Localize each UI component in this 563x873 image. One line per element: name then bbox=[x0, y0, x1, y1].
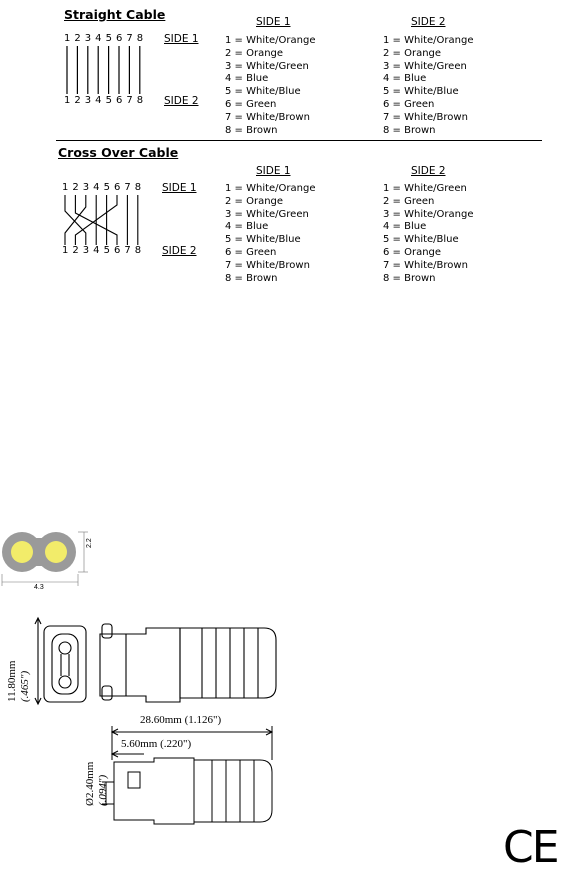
wire-entry: 3 = White/Green bbox=[383, 60, 467, 72]
pin-number: 7 bbox=[126, 33, 133, 44]
wire-entry: 4 = Blue bbox=[225, 221, 269, 233]
profile-body bbox=[114, 758, 194, 824]
wire-entry: 7 = White/Brown bbox=[225, 259, 310, 271]
straight-pins-top bbox=[64, 33, 147, 44]
wire-entry: 2 = Green bbox=[383, 195, 435, 207]
pin-number: 1 bbox=[62, 245, 69, 256]
pin-number: 3 bbox=[84, 33, 92, 44]
pin-number: 8 bbox=[136, 95, 144, 106]
pin-number: 3 bbox=[82, 245, 90, 256]
cable-width-label: 4.3 bbox=[34, 584, 44, 591]
wire-entry: 8 = Brown bbox=[225, 272, 278, 284]
connector-profile-view bbox=[100, 720, 280, 830]
wire-entry: 3 = White/Green bbox=[225, 208, 309, 220]
crossover-pins-top bbox=[62, 182, 145, 193]
pin-number: 4 bbox=[93, 182, 100, 193]
pin-number: 4 bbox=[95, 95, 102, 106]
wire-entry: 1 = White/Orange bbox=[383, 35, 474, 46]
pin-number: 4 bbox=[93, 245, 100, 256]
connector-diameter-mm: Ø2.40mm bbox=[84, 761, 96, 806]
wire-entry: 2 = Orange bbox=[225, 195, 284, 207]
wire-entry: 1 = White/Orange bbox=[225, 183, 316, 194]
wire-entry: 6 = Green bbox=[383, 98, 435, 110]
connector-height-mm: 11.80mm bbox=[6, 660, 18, 702]
wire-entry: 6 = Green bbox=[225, 98, 277, 110]
straight-cable-title: Straight Cable bbox=[64, 7, 166, 22]
crossover-wiring-diagram bbox=[58, 193, 158, 247]
wire-entry: 5 = White/Blue bbox=[383, 86, 459, 98]
wire-entry: 3 = White/Orange bbox=[383, 208, 474, 220]
connector-length-label: 28.60mm (1.126") bbox=[140, 714, 222, 726]
profile-window bbox=[128, 772, 140, 788]
wire-entry: 7 = White/Brown bbox=[383, 259, 468, 271]
pin-number: 1 bbox=[64, 33, 71, 44]
ce-mark: CE bbox=[503, 822, 558, 873]
pin-number: 2 bbox=[72, 245, 79, 256]
straight-side2-header: SIDE 2 bbox=[411, 16, 446, 28]
pin-number: 5 bbox=[105, 33, 112, 44]
pin-number: 2 bbox=[74, 33, 81, 44]
wire-entry: 1 = White/Orange bbox=[225, 35, 316, 46]
pin-number: 7 bbox=[126, 95, 133, 106]
crossover-side1-wire-list bbox=[225, 183, 316, 285]
pin-number: 4 bbox=[95, 33, 102, 44]
wire-entry: 1 = White/Green bbox=[383, 183, 467, 194]
crossover-side1-label: SIDE 1 bbox=[162, 182, 197, 194]
wire-entry: 3 = White/Green bbox=[225, 60, 309, 72]
pin-number: 6 bbox=[115, 95, 123, 106]
latch-top bbox=[102, 624, 112, 638]
pin-number: 8 bbox=[134, 182, 142, 193]
pin-number: 2 bbox=[74, 95, 81, 106]
pin-number: 3 bbox=[82, 182, 90, 193]
profile-boot bbox=[194, 760, 272, 822]
straight-wiring-diagram bbox=[60, 44, 160, 96]
crossover-side1-header: SIDE 1 bbox=[256, 165, 291, 177]
wire-entry: 6 = Orange bbox=[383, 246, 442, 258]
pin-number: 5 bbox=[103, 245, 110, 256]
wire-entry: 5 = White/Blue bbox=[225, 234, 301, 246]
conductor-left bbox=[11, 541, 33, 563]
cable-cross-section bbox=[0, 522, 110, 592]
crossover-cable-title: Cross Over Cable bbox=[58, 145, 179, 160]
wire-entry: 4 = Blue bbox=[383, 221, 427, 233]
pin-number: 8 bbox=[134, 245, 142, 256]
connector-height-in: (.465") bbox=[19, 670, 31, 702]
crossover-side2-header: SIDE 2 bbox=[411, 165, 446, 177]
wire-entry: 5 = White/Blue bbox=[383, 234, 459, 246]
straight-side1-wire-list bbox=[225, 35, 316, 137]
wire-entry: 5 = White/Blue bbox=[225, 86, 301, 98]
wire-entry: 2 = Orange bbox=[225, 47, 284, 59]
connector-front-face bbox=[44, 626, 86, 702]
wire-entry: 8 = Brown bbox=[383, 124, 436, 136]
crossover-side2-wire-list bbox=[383, 183, 474, 285]
cable-jacket bbox=[2, 532, 76, 572]
connector-front-inner bbox=[52, 634, 78, 694]
wire-entry: 8 = Brown bbox=[225, 124, 278, 136]
pin-number: 1 bbox=[64, 95, 71, 106]
crossover-side2-label: SIDE 2 bbox=[162, 245, 197, 257]
pin-number: 6 bbox=[113, 182, 121, 193]
wire-entry: 8 = Brown bbox=[383, 272, 436, 284]
pin-number: 5 bbox=[103, 182, 110, 193]
wire-entry: 2 = Orange bbox=[383, 47, 442, 59]
pin-number: 1 bbox=[62, 182, 69, 193]
wire-entry: 4 = Blue bbox=[225, 73, 269, 85]
wire-entry: 6 = Green bbox=[225, 246, 277, 258]
contact-top bbox=[59, 642, 71, 654]
cable-height-label: 2.2 bbox=[86, 538, 93, 548]
straight-side1-label: SIDE 1 bbox=[164, 33, 199, 45]
pin-number: 6 bbox=[115, 33, 123, 44]
strain-relief-boot bbox=[180, 628, 276, 698]
connector-tip-label: 5.60mm (.220") bbox=[121, 738, 192, 750]
wire-entry: 4 = Blue bbox=[383, 73, 427, 85]
connector-front-side-view bbox=[30, 612, 290, 708]
straight-side2-label: SIDE 2 bbox=[164, 95, 199, 107]
connector-diameter-in: (.094") bbox=[97, 774, 109, 806]
pin-number: 6 bbox=[113, 245, 121, 256]
wire-entry: 7 = White/Brown bbox=[225, 111, 310, 123]
contact-bottom bbox=[59, 676, 71, 688]
section-divider bbox=[56, 140, 542, 141]
pin-number: 7 bbox=[124, 245, 131, 256]
latch-bottom bbox=[102, 686, 112, 700]
wire-entry: 7 = White/Brown bbox=[383, 111, 468, 123]
pin-number: 5 bbox=[105, 95, 112, 106]
pin-number: 3 bbox=[84, 95, 92, 106]
straight-side2-wire-list bbox=[383, 35, 474, 137]
pin-number: 7 bbox=[124, 182, 131, 193]
conductor-right bbox=[45, 541, 67, 563]
straight-pins-bottom bbox=[64, 95, 147, 106]
pin-number: 8 bbox=[136, 33, 144, 44]
straight-side1-header: SIDE 1 bbox=[256, 16, 291, 28]
pin-number: 2 bbox=[72, 182, 79, 193]
